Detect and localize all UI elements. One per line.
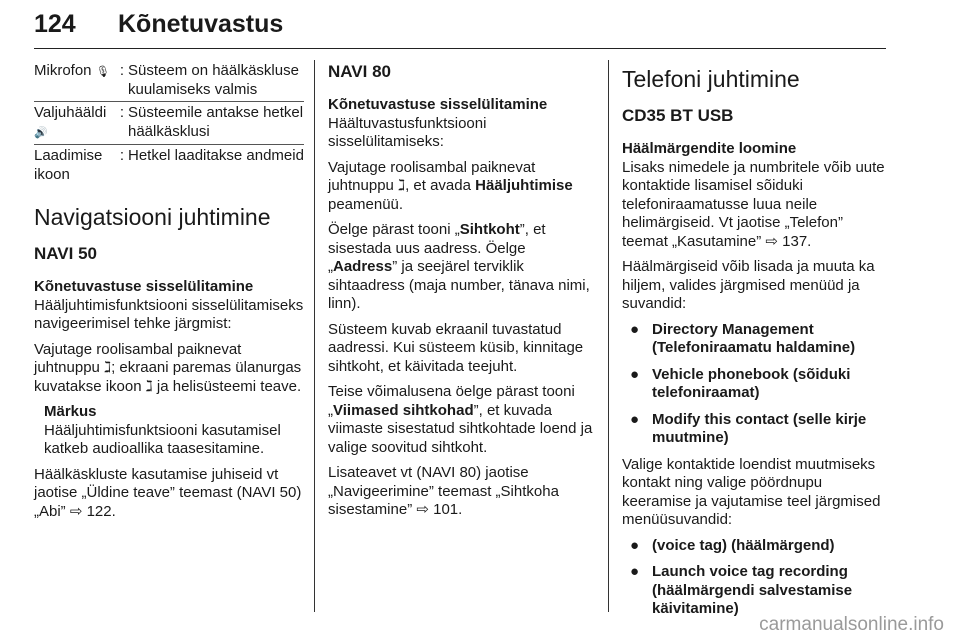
menu-path-list bbox=[622, 321, 892, 448]
page-header bbox=[34, 8, 886, 49]
definition-row: Mikrofon 🎙 : Süsteem on häälkäskluse kuulamiseks valmis bbox=[34, 62, 304, 102]
paragraph: Hääljuhtimisfunktsiooni sisselülitamiseks navigeerimisel tehke järgmist: bbox=[34, 296, 304, 332]
definition-term: Valjuhääldi 🔊 bbox=[34, 104, 107, 139]
page-reference-icon: ⇨ bbox=[69, 502, 83, 520]
page-reference-icon: ⇨ bbox=[416, 501, 429, 518]
paragraph: Lisateavet vt (NAVI 80) jaotise „Navigeerimine” teemast „Sihtkoha sisestamine” ⇨ 101. bbox=[328, 464, 559, 518]
paragraph: Vajutage roolisambal paiknevat juhtnuppu ℷ; ekraani paremas ülanurgas kuvatakse ikoon ℷ ja helisüsteemi teave. bbox=[34, 340, 302, 395]
topic-heading: Kõnetuvastuse sisselülitamine bbox=[34, 278, 254, 295]
list-item: ● Vehicle phonebook (sõiduki telefoniraamat) bbox=[630, 365, 851, 401]
list-item: ● Directory Management (Telefoniraamatu haldamine) bbox=[630, 320, 856, 356]
definition-text: Süsteem on häälkäskluse kuulamiseks valmis bbox=[128, 62, 299, 98]
list-item: ● (voice tag) (häälmärgend) bbox=[630, 536, 835, 554]
subsection-heading: NAVI 50 bbox=[34, 244, 97, 263]
note-title: Märkus bbox=[44, 403, 97, 420]
definition-text: Süsteemile antakse hetkel häälkäsklusi bbox=[128, 104, 304, 140]
page-title: Kõnetuvastus bbox=[118, 10, 284, 38]
list-item: ● Launch voice tag recording (häälmärgendi salvestamise käivitamine) bbox=[630, 563, 853, 617]
section-heading: Navigatsiooni juhtimine bbox=[34, 204, 271, 230]
speaker-icon: 🔊 bbox=[34, 126, 48, 139]
paragraph: Lisaks nimedele ja numbritele võib uute kontaktide lisamisel sõiduki telefoniraamatusse luua neile helimärgiseid. Vt jaotise „Telefon” teemat „Kasutamine” ⇨ 137. bbox=[622, 158, 885, 250]
definition-term: Mikrofon 🎙 bbox=[34, 62, 110, 79]
note-box bbox=[34, 403, 304, 459]
list-item: ● Modify this contact (selle kirje muutmine) bbox=[630, 410, 867, 446]
section-heading: Telefoni juhtimine bbox=[622, 66, 800, 92]
paragraph: Häältuvastusfunktsiooni sisselülitamiseks: bbox=[328, 114, 487, 150]
voice-button-icon: ℷ bbox=[398, 177, 406, 194]
definition-row: Valjuhääldi 🔊 : Süsteemile antakse hetkel häälkäsklusi bbox=[34, 102, 304, 145]
definition-text: Hetkel laaditakse andmeid bbox=[128, 147, 304, 164]
column-1 bbox=[34, 62, 304, 528]
paragraph: Häälmärgiseid võib lisada ja muuta ka hiljem, valides järgmised menüüd ja suvandid: bbox=[622, 258, 875, 312]
definition-row: Laadimise ikoon : Hetkel laaditakse andmeid bbox=[34, 147, 304, 183]
subsection-heading: CD35 BT USB bbox=[622, 106, 734, 125]
menu-option-list bbox=[622, 537, 892, 619]
paragraph: Süsteem kuvab ekraanil tuvastatud aadressi. Kui süsteem küsib, kinnitage sihtkoht, et käivitada teejuht. bbox=[328, 320, 584, 375]
topic-heading: Kõnetuvastuse sisselülitamine bbox=[328, 96, 548, 113]
voice-button-icon: ℷ bbox=[145, 377, 153, 395]
icon-definition-table bbox=[34, 62, 304, 186]
paragraph: Teise võimalusena öelge pärast tooni „Viimased sihtkohad”, et kuvada viimaste sisestatud sihtkohtade loend ja valige soovitud sihtkoht. bbox=[328, 383, 593, 456]
page-reference-icon: ⇨ bbox=[765, 232, 778, 250]
column-2 bbox=[328, 62, 598, 527]
definition-term: Laadimise ikoon bbox=[34, 147, 103, 183]
paragraph: Vajutage roolisambal paiknevat juhtnuppu ℷ, et avada Hääljuhtimise peamenüü. bbox=[328, 158, 573, 213]
voice-button-icon: ℷ bbox=[104, 359, 112, 376]
watermark: carmanualsonline.info bbox=[759, 614, 944, 635]
column-divider bbox=[608, 60, 609, 612]
topic-heading: Häälmärgendite loomine bbox=[622, 140, 797, 157]
column-3 bbox=[622, 62, 892, 627]
paragraph: Valige kontaktide loendist muutmiseks kontakt ning valige pöördnupu keeramise ja vajutamise teel järgmised menüüsuvandid: bbox=[622, 455, 881, 528]
column-divider bbox=[314, 60, 315, 612]
paragraph: Häälkäskluste kasutamise juhiseid vt jaotise „Üldine teave” teemast (NAVI 50) „Abi” ⇨ 122. bbox=[34, 465, 302, 520]
microphone-icon: 🎙 bbox=[95, 66, 110, 78]
paragraph: Öelge pärast tooni „Sihtkoht”, et sisestada uus aadress. Öelge „Aadress” ja seejärel terviklik sihtaadress (maja number, tänava nimi, linn). bbox=[328, 221, 590, 312]
page-number: 124 bbox=[34, 10, 76, 38]
subsection-heading: NAVI 80 bbox=[328, 62, 391, 81]
note-text: Hääljuhtimisfunktsiooni kasutamisel katkeb audioallika taasesitamine. bbox=[44, 421, 281, 457]
